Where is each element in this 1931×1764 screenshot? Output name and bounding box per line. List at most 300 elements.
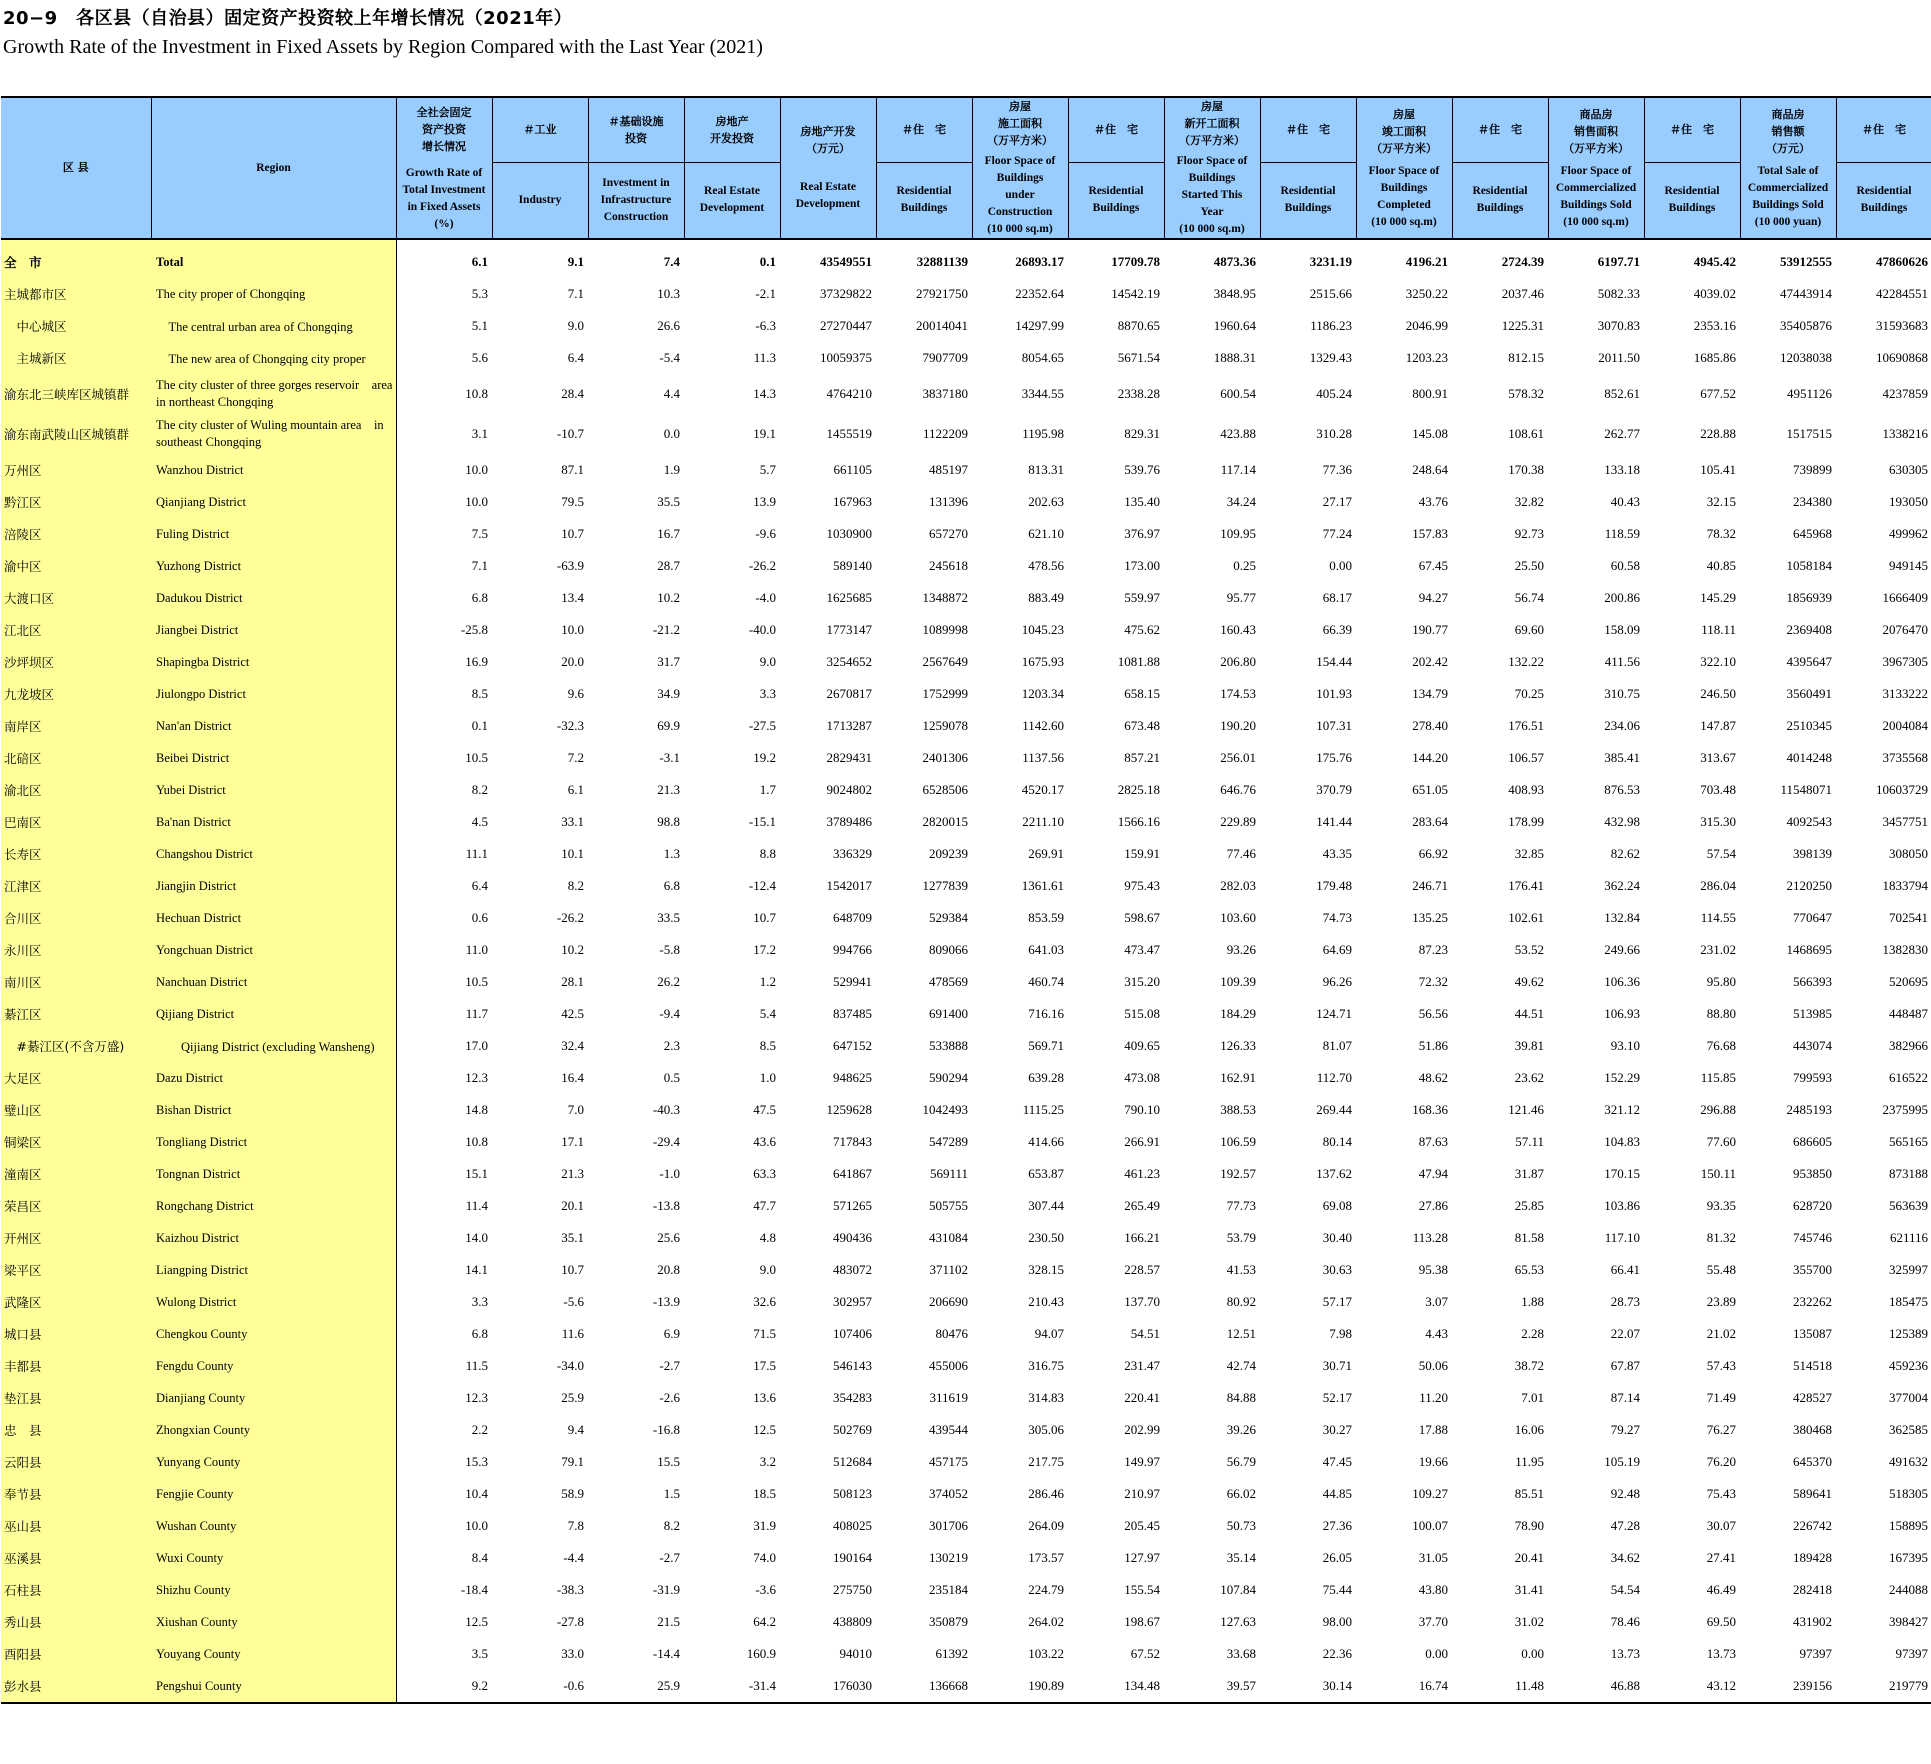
table-row	[1, 1254, 1931, 1286]
value-cell: 135.25	[1412, 910, 1448, 925]
region-name-zh: 彭水县	[1, 1670, 151, 1703]
value-cell: 4.43	[1425, 1326, 1448, 1341]
value-cell: -18.4	[460, 1582, 488, 1597]
value-cell: 598.67	[1124, 910, 1160, 925]
value-cell: 74.73	[1322, 910, 1352, 925]
value-cell: 716.16	[1028, 1006, 1064, 1021]
value-cell: 4.5	[471, 814, 488, 829]
value-cell: 102.61	[1508, 910, 1544, 925]
value-cell: 234.06	[1604, 718, 1640, 733]
table-subtitle: Growth Rate of the Investment in Fixed Assets by Region Compared with the Last Year (2021)	[3, 36, 763, 58]
value-cell: 117.14	[1220, 462, 1256, 477]
value-cell: 10.5	[465, 974, 488, 989]
value-cell: 108.61	[1508, 426, 1544, 441]
region-name-zh: 北碚区	[1, 742, 151, 774]
value-cell: 34.9	[657, 686, 680, 701]
value-cell: -4.0	[755, 590, 776, 605]
value-cell: 158895	[1889, 1518, 1928, 1533]
region-name-en: Shizhu County	[151, 1574, 396, 1606]
value-cell: 39.81	[1514, 1038, 1544, 1053]
value-cell: 539.76	[1124, 462, 1160, 477]
region-name-en: Jiangbei District	[151, 614, 396, 646]
table-row	[1, 934, 1931, 966]
value-cell: 166.21	[1124, 1230, 1160, 1245]
value-cell: 145.29	[1700, 590, 1736, 605]
value-cell: 42.74	[1226, 1358, 1256, 1373]
value-cell: 1259628	[826, 1102, 872, 1117]
value-cell: 10.4	[465, 1486, 488, 1501]
value-cell: 154.44	[1316, 654, 1352, 669]
value-cell: 10.7	[753, 910, 776, 925]
region-name-zh: 石柱县	[1, 1574, 151, 1606]
value-cell: 9.6	[567, 686, 584, 701]
value-cell: 43.6	[753, 1134, 776, 1149]
value-cell: 10.1	[561, 846, 584, 861]
value-cell: -38.3	[556, 1582, 584, 1597]
region-name-zh: 梁平区	[1, 1254, 151, 1286]
value-cell: -63.9	[556, 558, 584, 573]
value-cell: 8.2	[663, 1518, 680, 1533]
value-cell: 9.1	[567, 254, 584, 269]
value-cell: 34.24	[1226, 494, 1256, 509]
value-cell: 518305	[1889, 1486, 1928, 1501]
value-cell: 1382830	[1882, 942, 1928, 957]
table-row	[1, 902, 1931, 934]
value-cell: 10.2	[657, 590, 680, 605]
value-cell: 44.85	[1322, 1486, 1352, 1501]
value-cell: 2076470	[1882, 622, 1928, 637]
value-cell: 883.49	[1028, 590, 1064, 605]
value-cell: 31.7	[657, 654, 680, 669]
value-cell: 189428	[1793, 1550, 1832, 1565]
value-cell: 12.5	[753, 1422, 776, 1437]
value-cell: 17.5	[753, 1358, 776, 1373]
value-cell: 512684	[833, 1454, 872, 1469]
value-cell: 2825.18	[1117, 782, 1160, 797]
value-cell: 67.87	[1610, 1358, 1640, 1373]
value-cell: 459236	[1889, 1358, 1928, 1373]
value-cell: 19.1	[753, 426, 776, 441]
value-cell: 9.0	[567, 318, 584, 333]
value-cell: 118.11	[1701, 622, 1736, 637]
value-cell: 829.31	[1124, 426, 1160, 441]
value-cell: 27921750	[916, 286, 968, 301]
value-cell: 185475	[1889, 1294, 1928, 1309]
region-name-zh: 中心城区	[1, 310, 151, 342]
value-cell: 11548071	[1780, 782, 1832, 797]
value-cell: 485197	[929, 462, 968, 477]
region-name-en: Kaizhou District	[151, 1222, 396, 1254]
value-cell: 2820015	[922, 814, 968, 829]
value-cell: 3837180	[922, 386, 968, 401]
table-row	[1, 806, 1931, 838]
value-cell: 873188	[1889, 1166, 1928, 1181]
value-cell: 282.03	[1220, 878, 1256, 893]
value-cell: 32881139	[916, 254, 968, 269]
value-cell: 152.29	[1604, 1070, 1640, 1085]
value-cell: 106.59	[1220, 1134, 1256, 1149]
value-cell: 18.5	[753, 1486, 776, 1501]
value-cell: 1468695	[1786, 942, 1832, 957]
value-cell: 380468	[1793, 1422, 1832, 1437]
value-cell: 50.06	[1418, 1358, 1448, 1373]
value-cell: 159.91	[1124, 846, 1160, 861]
value-cell: 473.08	[1124, 1070, 1160, 1085]
value-cell: 505755	[929, 1198, 968, 1213]
value-cell: 30.40	[1322, 1230, 1352, 1245]
value-cell: 78.32	[1706, 526, 1736, 541]
value-cell: 10603729	[1876, 782, 1928, 797]
region-name-en: Liangping District	[151, 1254, 396, 1286]
value-cell: 475.62	[1124, 622, 1160, 637]
value-cell: 64.2	[753, 1614, 776, 1629]
value-cell: 6.1	[567, 782, 584, 797]
region-name-en: Beibei District	[151, 742, 396, 774]
value-cell: 27.86	[1418, 1198, 1448, 1213]
value-cell: 41.53	[1226, 1262, 1256, 1277]
value-cell: 16.9	[465, 654, 488, 669]
value-cell: 641867	[833, 1166, 872, 1181]
value-cell: 77.24	[1322, 526, 1352, 541]
value-cell: 55.48	[1706, 1262, 1736, 1277]
table-row	[1, 374, 1931, 414]
value-cell: 105.41	[1700, 462, 1736, 477]
value-cell: 1277839	[922, 878, 968, 893]
value-cell: 42284551	[1876, 286, 1928, 301]
region-name-zh: 璧山区	[1, 1094, 151, 1126]
value-cell: 322.10	[1700, 654, 1736, 669]
value-cell: 286.46	[1028, 1486, 1064, 1501]
value-cell: 857.21	[1124, 750, 1160, 765]
value-cell: 16.4	[561, 1070, 584, 1085]
value-cell: 15.5	[657, 1454, 680, 1469]
value-cell: 11.5	[465, 1358, 488, 1373]
value-cell: 457175	[929, 1454, 968, 1469]
region-name-en: Wushan County	[151, 1510, 396, 1542]
value-cell: 118.59	[1604, 526, 1640, 541]
value-cell: -0.6	[492, 1670, 588, 1703]
value-cell: 14297.99	[1015, 318, 1064, 333]
value-cell: -10.7	[556, 426, 584, 441]
value-cell: 853.59	[1028, 910, 1064, 925]
value-cell: 135.40	[1124, 494, 1160, 509]
region-name-en: Jiangjin District	[151, 870, 396, 902]
value-cell: -4.4	[563, 1550, 584, 1565]
region-name-zh: 秀山县	[1, 1606, 151, 1638]
value-cell: 408025	[833, 1518, 872, 1533]
value-cell: 4092543	[1786, 814, 1832, 829]
value-cell: 126.33	[1220, 1038, 1256, 1053]
value-cell: 104.83	[1604, 1134, 1640, 1149]
table-row	[1, 1286, 1931, 1318]
region-name-zh: 奉节县	[1, 1478, 151, 1510]
value-cell: 69.9	[657, 718, 680, 733]
region-name-zh: 南川区	[1, 966, 151, 998]
value-cell: -5.4	[659, 350, 680, 365]
value-cell: 113.28	[1412, 1230, 1448, 1245]
region-name-zh: 开州区	[1, 1222, 151, 1254]
value-cell: 790.10	[1124, 1102, 1160, 1117]
value-cell: 98.00	[1322, 1614, 1352, 1629]
value-cell: 408.93	[1508, 782, 1544, 797]
value-cell: 371102	[929, 1262, 968, 1277]
value-cell: 94.07	[1034, 1326, 1064, 1341]
value-cell: 314.83	[1028, 1390, 1064, 1405]
value-cell: 10.8	[465, 1134, 488, 1149]
table-row	[1, 1446, 1931, 1478]
table-row	[1, 1670, 1931, 1703]
value-cell: 79.27	[1610, 1422, 1640, 1437]
value-cell: 35.5	[657, 494, 680, 509]
value-cell: 176.41	[1508, 878, 1544, 893]
value-cell: 563639	[1889, 1198, 1928, 1213]
region-name-zh: 沙坪坝区	[1, 646, 151, 678]
value-cell: 20.41	[1514, 1550, 1544, 1565]
table-row	[1, 454, 1931, 486]
value-cell: 12.3	[465, 1390, 488, 1405]
value-cell: 1685.86	[1693, 350, 1736, 365]
value-cell: 26.6	[657, 318, 680, 333]
value-cell: 19.2	[753, 750, 776, 765]
value-cell: 56.79	[1226, 1454, 1256, 1469]
value-cell: 350879	[929, 1614, 968, 1629]
table-row	[1, 742, 1931, 774]
value-cell: 1.3	[663, 846, 680, 861]
table-row	[1, 1478, 1931, 1510]
value-cell: 231.02	[1700, 942, 1736, 957]
value-cell: 590294	[929, 1070, 968, 1085]
value-cell: 11.4	[465, 1198, 488, 1213]
value-cell: 184.29	[1220, 1006, 1256, 1021]
value-cell: 2510345	[1786, 718, 1832, 733]
value-cell: 12.51	[1226, 1326, 1256, 1341]
region-name-zh: 万州区	[1, 454, 151, 486]
table-row	[1, 1638, 1931, 1670]
value-cell: 178.99	[1508, 814, 1544, 829]
value-cell: 16.74	[1356, 1670, 1452, 1703]
value-cell: 1.9	[663, 462, 680, 477]
header-completed: 房屋 竣工面积 （万平方米） Floor Space of Buildings Completed (10 000 sq.m)	[1356, 97, 1452, 239]
region-name-zh: 主城新区	[1, 342, 151, 374]
value-cell: 282418	[1793, 1582, 1832, 1597]
region-name-zh: 全 市	[1, 239, 151, 278]
value-cell: 1833794	[1882, 878, 1928, 893]
value-cell: 74.0	[753, 1550, 776, 1565]
value-cell: 1856939	[1786, 590, 1832, 605]
value-cell: 645370	[1793, 1454, 1832, 1469]
value-cell: 245618	[929, 558, 968, 573]
region-name-zh: 涪陵区	[1, 518, 151, 550]
value-cell: 13.73	[1610, 1646, 1640, 1661]
value-cell: 2046.99	[1405, 318, 1448, 333]
value-cell: 21.02	[1706, 1326, 1736, 1341]
value-cell: 200.86	[1604, 590, 1640, 605]
value-cell: 478.56	[1028, 558, 1064, 573]
value-cell: 9.0	[759, 1262, 776, 1277]
value-cell: 852.61	[1604, 386, 1640, 401]
value-cell: 275750	[833, 1582, 872, 1597]
value-cell: 16.7	[657, 526, 680, 541]
value-cell: 173.00	[1124, 558, 1160, 573]
value-cell: 10690868	[1876, 350, 1928, 365]
value-cell: 85.51	[1514, 1486, 1544, 1501]
table-row	[1, 518, 1931, 550]
value-cell: 3.3	[471, 1294, 488, 1309]
value-cell: 141.44	[1316, 814, 1352, 829]
value-cell: 6.4	[567, 350, 584, 365]
header-res-5-en: Residential Buildings	[1644, 162, 1740, 239]
value-cell: 6.9	[663, 1326, 680, 1341]
value-cell: 677.52	[1700, 386, 1736, 401]
value-cell: -40.3	[652, 1102, 680, 1117]
value-cell: 262.77	[1604, 426, 1640, 441]
value-cell: 114.55	[1700, 910, 1736, 925]
region-name-en: Tongnan District	[151, 1158, 396, 1190]
value-cell: 269.91	[1028, 846, 1064, 861]
header-res-4-zh: ＃住 宅	[1452, 97, 1548, 162]
value-cell: 97397	[1895, 1646, 1928, 1661]
value-cell: 388.53	[1220, 1102, 1256, 1117]
region-name-zh: 垫江县	[1, 1382, 151, 1414]
region-name-en: The city proper of Chongqing	[151, 278, 396, 310]
value-cell: 209239	[929, 846, 968, 861]
value-cell: 206.80	[1220, 654, 1256, 669]
value-cell: 190164	[833, 1550, 872, 1565]
value-cell: 47.28	[1610, 1518, 1640, 1533]
region-name-zh: 长寿区	[1, 838, 151, 870]
value-cell: 80476	[935, 1326, 968, 1341]
table-row	[1, 774, 1931, 806]
value-cell: 9024802	[826, 782, 872, 797]
value-cell: 67.52	[1130, 1646, 1160, 1661]
value-cell: 5.1	[471, 318, 488, 333]
value-cell: 103.60	[1220, 910, 1256, 925]
region-name-zh: 忠 县	[1, 1414, 151, 1446]
value-cell: 691400	[929, 1006, 968, 1021]
value-cell: 658.15	[1124, 686, 1160, 701]
value-cell: 13.6	[753, 1390, 776, 1405]
value-cell: 235184	[929, 1582, 968, 1597]
table-body	[1, 239, 1931, 1703]
value-cell: 32.85	[1514, 846, 1544, 861]
value-cell: 226742	[1793, 1518, 1832, 1533]
region-name-en: Fuling District	[151, 518, 396, 550]
value-cell: 37329822	[820, 286, 872, 301]
value-cell: 14.3	[753, 386, 776, 401]
value-cell: 428527	[1793, 1390, 1832, 1405]
value-cell: 94.27	[1418, 590, 1448, 605]
value-cell: 6.1	[471, 254, 488, 269]
value-cell: 376.97	[1124, 526, 1160, 541]
value-cell: 994766	[833, 942, 872, 957]
header-infra-zh: ＃基础设施 投资	[588, 97, 684, 162]
value-cell: 47443914	[1780, 286, 1832, 301]
value-cell: 30.14	[1260, 1670, 1356, 1703]
value-cell: 0.0	[663, 426, 680, 441]
value-cell: 134.48	[1068, 1670, 1164, 1703]
region-name-en: Shapingba District	[151, 646, 396, 678]
value-cell: 0.00	[1521, 1646, 1544, 1661]
value-cell: 2.28	[1521, 1326, 1544, 1341]
value-cell: 31.02	[1514, 1614, 1544, 1629]
region-name-en: Pengshui County	[151, 1670, 396, 1703]
region-name-zh: 南岸区	[1, 710, 151, 742]
value-cell: 121.46	[1508, 1102, 1544, 1117]
region-name-en: The new area of Chongqing city proper	[151, 342, 396, 374]
value-cell: 10.0	[465, 462, 488, 477]
value-cell: 310.75	[1604, 686, 1640, 701]
region-name-en: Yuzhong District	[151, 550, 396, 582]
value-cell: 10.0	[465, 1518, 488, 1533]
value-cell: 8054.65	[1021, 350, 1064, 365]
value-cell: 78.90	[1514, 1518, 1544, 1533]
value-cell: 2485193	[1786, 1102, 1832, 1117]
value-cell: 232262	[1793, 1294, 1832, 1309]
table-row	[1, 678, 1931, 710]
value-cell: 3560491	[1786, 686, 1832, 701]
value-cell: 3457751	[1882, 814, 1928, 829]
value-cell: 461.23	[1124, 1166, 1160, 1181]
value-cell: -9.4	[659, 1006, 680, 1021]
value-cell: 1960.64	[1213, 318, 1256, 333]
value-cell: 28.1	[561, 974, 584, 989]
value-cell: 1666409	[1882, 590, 1928, 605]
value-cell: 15.3	[465, 1454, 488, 1469]
value-cell: 571265	[833, 1198, 872, 1213]
value-cell: 3.07	[1425, 1294, 1448, 1309]
value-cell: 11.0	[465, 942, 488, 957]
value-cell: 100.07	[1412, 1518, 1448, 1533]
value-cell: 30.07	[1706, 1518, 1736, 1533]
value-cell: 800.91	[1412, 386, 1448, 401]
region-name-zh: 巫溪县	[1, 1542, 151, 1574]
value-cell: 355700	[1793, 1262, 1832, 1277]
value-cell: 63.3	[753, 1166, 776, 1181]
header-res-6-zh: ＃住 宅	[1836, 97, 1931, 162]
value-cell: 1348872	[922, 590, 968, 605]
value-cell: 2353.16	[1693, 318, 1736, 333]
value-cell: 0.1	[471, 718, 488, 733]
value-cell: 77.46	[1226, 846, 1256, 861]
value-cell: 7.01	[1521, 1390, 1544, 1405]
value-cell: 646.76	[1220, 782, 1256, 797]
value-cell: 514518	[1793, 1358, 1832, 1373]
value-cell: 105.19	[1604, 1454, 1640, 1469]
value-cell: 4014248	[1786, 750, 1832, 765]
value-cell: 103.22	[1028, 1646, 1064, 1661]
value-cell: 3254652	[826, 654, 872, 669]
value-cell: 57.54	[1706, 846, 1736, 861]
value-cell: 813.31	[1028, 462, 1064, 477]
value-cell: 2515.66	[1309, 286, 1352, 301]
value-cell: 20014041	[916, 318, 968, 333]
value-cell: 10.0	[465, 494, 488, 509]
value-cell: 569.71	[1028, 1038, 1064, 1053]
value-cell: 32.82	[1514, 494, 1544, 509]
value-cell: 219779	[1836, 1670, 1931, 1703]
table-row	[1, 1190, 1931, 1222]
value-cell: 230.50	[1028, 1230, 1064, 1245]
value-cell: 147.87	[1700, 718, 1736, 733]
value-cell: 27.41	[1706, 1550, 1736, 1565]
value-cell: 150.11	[1700, 1166, 1736, 1181]
value-cell: 2375995	[1882, 1102, 1928, 1117]
value-cell: 12.3	[465, 1070, 488, 1085]
value-cell: 2401306	[922, 750, 968, 765]
value-cell: 315.20	[1124, 974, 1160, 989]
value-cell: 286.04	[1700, 878, 1736, 893]
value-cell: -15.1	[748, 814, 776, 829]
